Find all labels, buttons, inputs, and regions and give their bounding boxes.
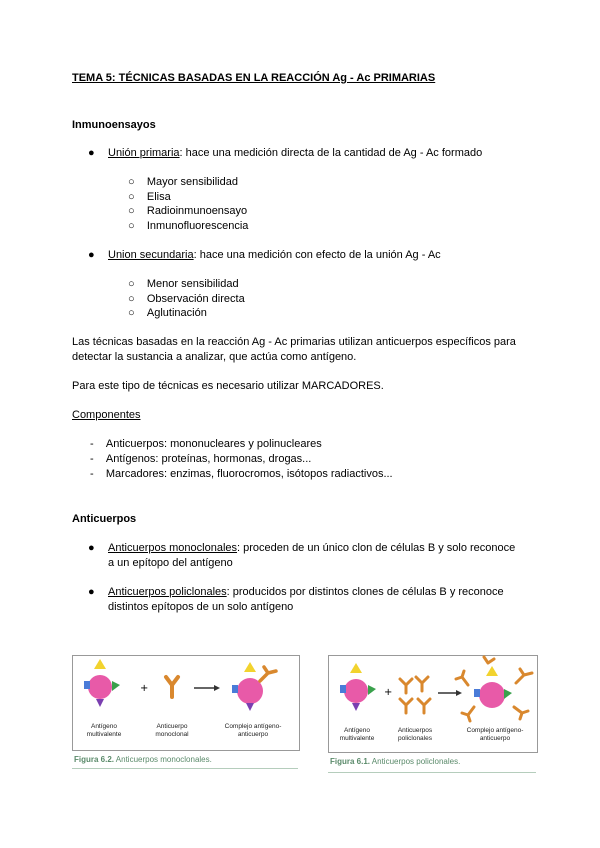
union-primaria-text: : hace una medición directa de la cantidad de Ag - Ac formado bbox=[179, 147, 483, 159]
figure-caption: Figura 6.2. Anticuerpos monoclonales. bbox=[74, 755, 212, 764]
bullet-dot: ● bbox=[88, 249, 95, 261]
figure-caption: Figura 6.1. Anticuerpos policlonales. bbox=[330, 757, 461, 766]
union-secundaria-label: Union secundaria bbox=[108, 249, 194, 261]
bullet-dot: ● bbox=[88, 147, 95, 159]
list-item: ○ Radioinmunoensayo bbox=[128, 205, 248, 217]
policlonales-line2: distintos epítopos de un solo antígeno bbox=[108, 601, 294, 613]
page-title: TEMA 5: TÉCNICAS BASADAS EN LA REACCIÓN Ag - Ac PRIMARIAS bbox=[72, 72, 436, 84]
paragraph-marcadores: Para este tipo de técnicas es necesario utilizar MARCADORES. bbox=[72, 380, 384, 392]
union-secundaria-line bbox=[108, 249, 441, 261]
monoclonales-line: Anticuerpos monoclonales: proceden de un único clon de células B y solo reconoce bbox=[108, 542, 516, 554]
list-item: ○ Menor sensibilidad bbox=[128, 278, 239, 290]
figure-monoclonales bbox=[72, 655, 300, 771]
list-item: - Antígenos: proteínas, hormonas, drogas... bbox=[90, 453, 312, 465]
figure-policlonales bbox=[328, 655, 538, 775]
union-primaria-label: Unión primaria bbox=[108, 147, 180, 159]
monoclonales-line2: a un epítopo del antígeno bbox=[108, 557, 233, 569]
label-anticuerpo: Anticuerpo monoclonal bbox=[155, 723, 189, 738]
bullet-dot: ● bbox=[88, 586, 95, 598]
svg-text:+: + bbox=[384, 687, 393, 698]
label-antigeno: Antígeno multivalente bbox=[86, 723, 122, 738]
componentes-heading: Componentes bbox=[72, 409, 141, 421]
label-complejo: Complejo antígeno-anticuerpo bbox=[224, 723, 282, 738]
label-anticuerpos: Anticuerpos policlonales bbox=[397, 727, 433, 742]
policlonales-line: Anticuerpos policlonales: producidos por distintos clones de células B y reconoce bbox=[108, 586, 504, 598]
list-item: ○ Mayor sensibilidad bbox=[128, 176, 238, 188]
svg-text:+: + bbox=[140, 683, 149, 694]
list-item: - Marcadores: enzimas, fluorocromos, isótopos radiactivos... bbox=[90, 468, 393, 480]
union-primaria-line bbox=[108, 147, 482, 159]
list-item: ○ Elisa bbox=[128, 191, 171, 203]
bullet-dot: ● bbox=[88, 542, 95, 554]
label-antigeno: Antígeno multivalente bbox=[339, 727, 375, 742]
heading-anticuerpos: Anticuerpos bbox=[72, 513, 137, 525]
list-item: - Anticuerpos: mononucleares y polinucleares bbox=[90, 438, 322, 450]
paragraph-line: Las técnicas basadas en la reacción Ag - Ac primarias utilizan anticuerpos específicos para bbox=[72, 336, 516, 348]
list-item: ○ Observación directa bbox=[128, 293, 245, 305]
heading-inmunoensayos: Inmunoensayos bbox=[72, 119, 156, 131]
union-secundaria-text: : hace una medición con efecto de la unión Ag - Ac bbox=[193, 249, 441, 261]
list-item: ○ Inmunofluorescencia bbox=[128, 220, 249, 232]
label-complejo: Complejo antígeno-anticuerpo bbox=[466, 727, 524, 742]
list-item: ○ Aglutinación bbox=[128, 307, 207, 319]
paragraph-line: detectar la sustancia a analizar, que actúa como antígeno. bbox=[72, 351, 357, 363]
